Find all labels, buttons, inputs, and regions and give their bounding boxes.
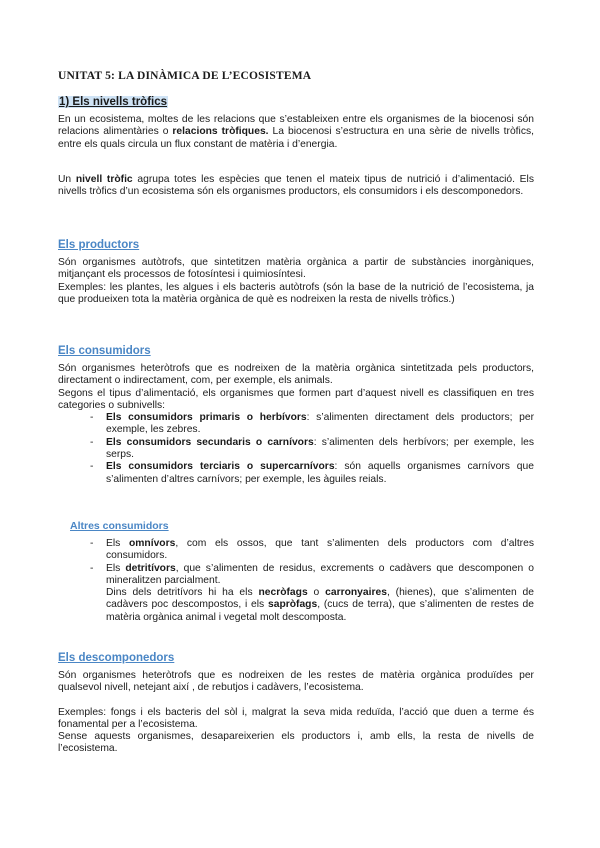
text-run: : són aquells organismes carnívors que s’alimenten d’altres carnívors; per exemple, les àguiles reials. (106, 461, 534, 485)
bold-term: Els consumidors secundaris o carnívors (106, 436, 314, 448)
intro-paragraph (58, 114, 534, 151)
text-run: : s’alimenten dels herbívors; per exemple, les serps. (106, 436, 534, 461)
section-heading-productors: Els productors (58, 239, 140, 251)
paragraph: Són organismes heteròtrofs que es nodreixen de les restes de matèria orgànica produïdes per qualsevol nivell, netejant així , de rebutjos i cadàvers, l’ecosistema. (58, 670, 534, 694)
text-run: o (307, 587, 326, 599)
descomponedors-text (58, 670, 534, 756)
section-heading-consumidors: Els consumidors (58, 345, 151, 357)
text-run: agrupa totes les espècies que tenen el mateix tipus de nutrició i d’alimentació. Els nivells tròfics d’un ecosistema són els organismes productors, els consumidors i els descomponedors. (58, 174, 534, 198)
productors-text (58, 257, 534, 306)
text-run: , (cucs de terra), que s’alimenten de restes de matèria orgànica animal i vegetal molt descomposta. (106, 599, 535, 623)
nivell-trofic-paragraph (58, 174, 534, 199)
text-run: La biocenosi s’estructura en una sèrie de nivells tròfics, entre els quals circula un flux constant de matèria i d’energia. (58, 126, 534, 150)
section-heading-nivells-trofics: 1) Els nivells tròfics (59, 96, 168, 108)
bold-term: Els consumidors terciaris o supercarnívors (106, 461, 335, 473)
list-item (58, 412, 534, 437)
text-run: En un ecosistema, moltes de les relacions que s’estableixen entre els organismes de la biocenosi són relacions alimentàries o (58, 114, 534, 138)
bold-term: relacions tròfiques. (172, 126, 269, 138)
consumidors-text (58, 363, 534, 486)
paragraph: Són organismes autòtrofs, que sintetitzen matèria orgànica a partir de substàncies inorgàniques, mitjançant els processos de fotosíntesi i quimiosíntesi. (58, 257, 534, 281)
consumer-categories-list (58, 412, 534, 486)
list-item (58, 461, 534, 486)
list-item (58, 563, 534, 624)
text-run: Els (106, 538, 129, 549)
other-consumers-list (58, 538, 534, 624)
text-run: , que s’alimenten de residus, excrements o cadàvers que descomponen o mineralitzen parcialment. (106, 562, 534, 586)
text-run: , (hienes), que s’alimenten de cadàvers poc descompostos, i els (106, 587, 534, 611)
subheading-altres-consumidors: Altres consumidors (70, 520, 169, 532)
list-item (58, 437, 534, 462)
text-run: Dins dels detritívors hi ha els (106, 587, 259, 599)
list-item (58, 538, 534, 563)
bold-term: omnívors (128, 538, 176, 549)
paragraph: Exemples: les plantes, les algues i els bacteris autòtrofs (són la base de la nutrició de l’ecosistema, ja que produeixen tota la matèria orgànica de què es nodreixen la resta de nivells tròfics.) (58, 281, 534, 305)
paragraph: Segons el tipus d’alimentació, els organismes que formen part d’aquest nivell es classifiquen en tres categories o subnivells: (58, 387, 534, 411)
bold-term: sapròfags (267, 599, 318, 611)
bold-term: carronyaires (325, 587, 387, 599)
text-run: Un (58, 174, 76, 185)
paragraph: Són organismes heteròtrofs que es nodreixen de la matèria orgànica sintetitzada pels productors, directament o indirectament, com, per exemple, els animals. (58, 363, 534, 387)
altres-consumidors-text (58, 538, 534, 624)
bold-term: necròfags (258, 587, 308, 599)
page-title: UNITAT 5: LA DINÀMICA DE L’ECOSISTEMA (58, 70, 312, 82)
bold-term: detritívors (125, 562, 176, 574)
bold-term: Els consumidors primaris o herbívors (106, 412, 307, 424)
bold-term: nivell tròfic (75, 174, 133, 185)
text-run: , com els ossos, que tant s’alimenten dels productors com d’altres consumidors. (106, 538, 534, 562)
text-run: : s’alimenten directament dels productors; per exemple, les zebres. (106, 412, 535, 436)
text-run: Els (106, 562, 126, 574)
paragraph: Sense aquests organismes, desapareixerien els productors i, amb ells, la resta de nivells de l’ecosistema. (58, 731, 534, 755)
paragraph: Exemples: fongs i els bacteris del sòl i, malgrat la seva mida reduïda, l’acció que duen a terme és fonamental per a l’ecosistema. (58, 706, 534, 730)
section-heading-descomponedors: Els descomponedors (58, 652, 175, 664)
